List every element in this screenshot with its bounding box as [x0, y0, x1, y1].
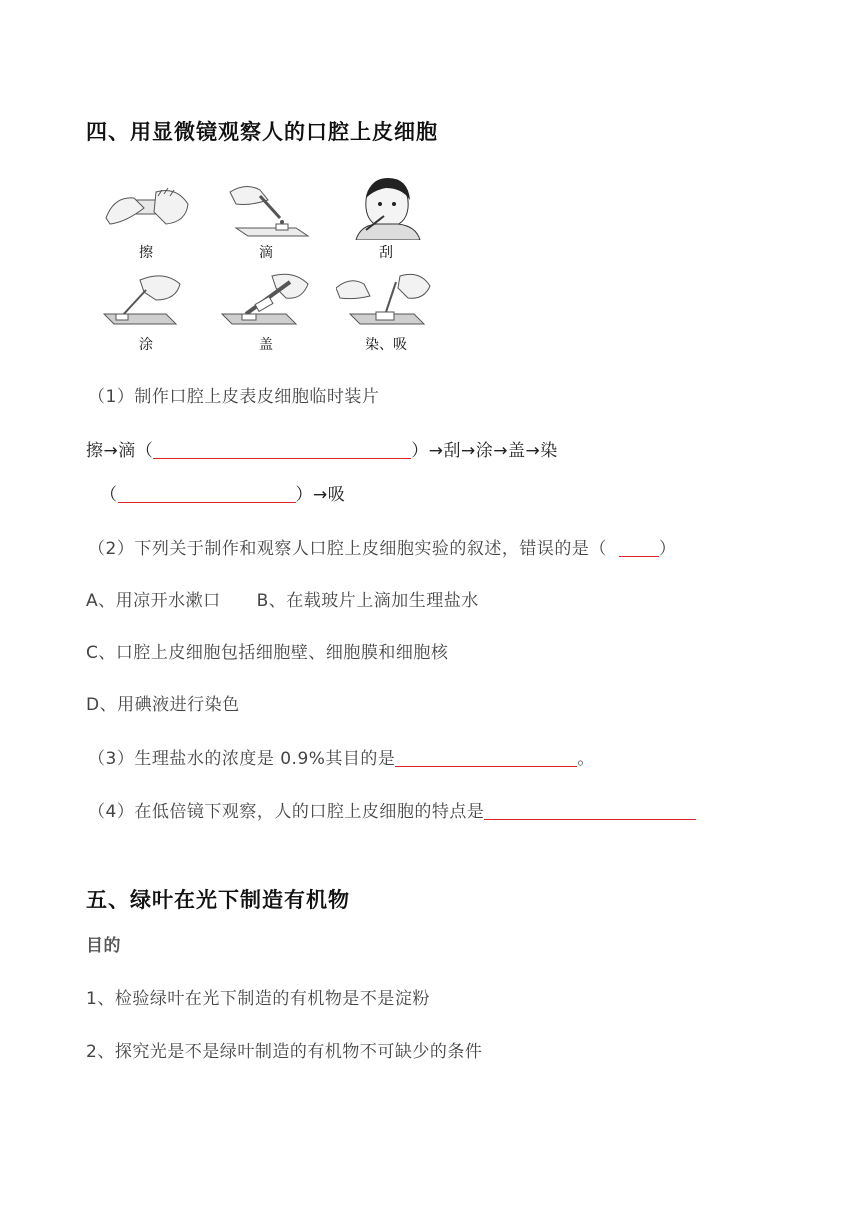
q1-line-b — [100, 480, 345, 505]
option-b: B、在载玻片上滴加生理盐水 — [256, 591, 479, 611]
q2-question — [88, 534, 676, 559]
option-a: A、用凉开水漱口 — [86, 591, 221, 611]
step-scrape — [336, 178, 436, 264]
answer-blank-2[interactable] — [118, 486, 296, 503]
q1-line-a-end: ）→刮→涂→盖→染 — [411, 441, 558, 461]
purpose-label: 目的 — [86, 936, 121, 956]
q3 — [88, 744, 595, 769]
step-smear — [96, 270, 196, 356]
q4 — [88, 797, 696, 822]
purpose-item-1: 1、检验绿叶在光下制造的有机物是不是淀粉 — [86, 989, 430, 1009]
q1-title: （1）制作口腔上皮表皮细胞临时装片 — [88, 387, 380, 407]
q2-question-text: （2）下列关于制作和观察人口腔上皮细胞实验的叙述，错误的是（ — [88, 539, 607, 559]
procedure-illustrations — [96, 178, 436, 354]
q2-question-end: ） — [658, 539, 677, 559]
section-4-title: 四、用显微镜观察人的口腔上皮细胞 — [86, 120, 438, 144]
purpose-item-2: 2、探究光是不是绿叶制造的有机物不可缺少的条件 — [86, 1042, 483, 1062]
q1-line-b-start: （ — [100, 485, 118, 505]
q3-end: 。 — [577, 749, 595, 769]
step-cover — [216, 270, 316, 356]
step-label: 染、吸 — [365, 337, 407, 353]
answer-blank-3[interactable] — [619, 540, 659, 557]
step-wipe — [96, 178, 196, 264]
q1-line-b-end: ）→吸 — [295, 485, 346, 505]
step-drop — [216, 178, 316, 264]
option-d: D、用碘液进行染色 — [86, 695, 240, 715]
answer-blank-1[interactable] — [153, 442, 411, 459]
q2-options-ab — [86, 586, 479, 611]
step-label: 涂 — [139, 337, 153, 353]
step-label: 盖 — [259, 337, 273, 353]
q3-text: （3）生理盐水的浓度是 0.9%其目的是 — [88, 749, 396, 769]
option-c: C、口腔上皮细胞包括细胞壁、细胞膜和细胞核 — [86, 643, 449, 663]
step-label: 刮 — [379, 245, 393, 261]
q1-line-a — [86, 436, 558, 461]
step-label: 擦 — [139, 245, 153, 261]
answer-blank-4[interactable] — [395, 750, 577, 767]
step-label: 滴 — [259, 245, 273, 261]
q4-text: （4）在低倍镜下观察，人的口腔上皮细胞的特点是 — [88, 802, 485, 822]
answer-blank-5[interactable] — [484, 803, 696, 820]
step-stain-absorb — [336, 270, 436, 356]
q1-line-a-start: 擦→滴（ — [86, 441, 154, 461]
section-5-title: 五、绿叶在光下制造有机物 — [86, 888, 350, 912]
